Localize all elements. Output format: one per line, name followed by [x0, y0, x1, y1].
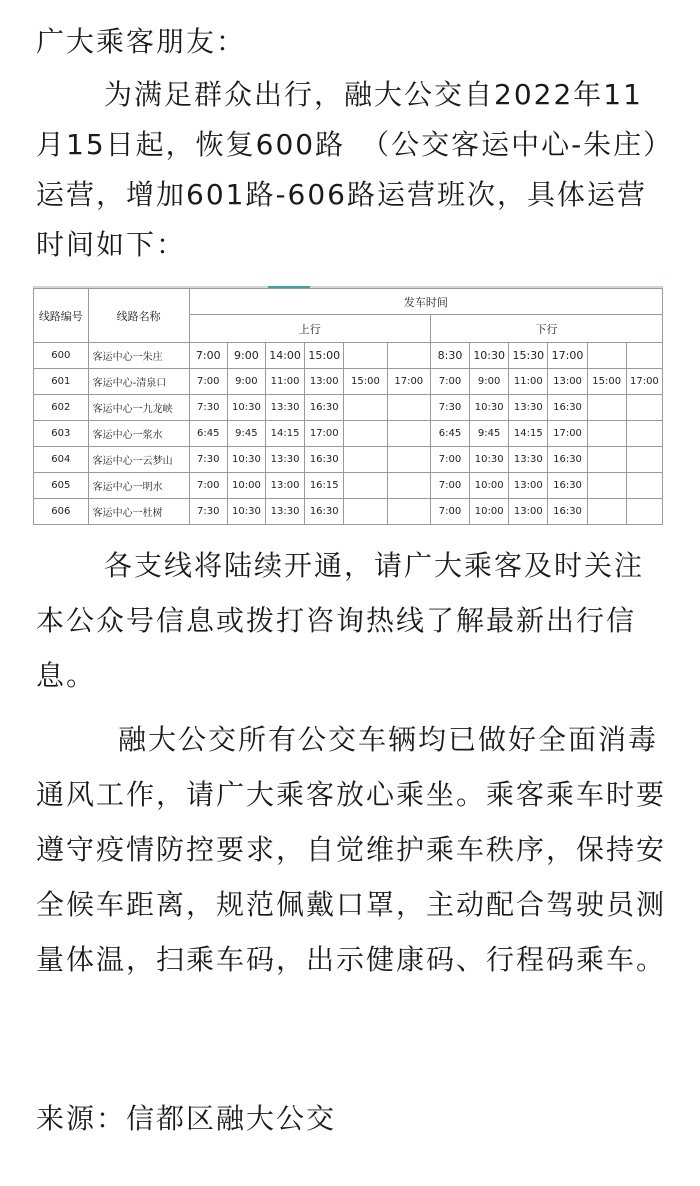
table-row [34, 395, 663, 421]
downbound-time-cell: 13:00 [509, 473, 548, 499]
downbound-time-cell: 7:00 [430, 447, 469, 473]
downbound-time-cell: 9:00 [470, 369, 509, 395]
downbound-time-cell: 13:30 [509, 447, 548, 473]
header-downbound: 下行 [430, 315, 662, 343]
downbound-time-cell [587, 447, 626, 473]
upbound-time-cell: 7:30 [189, 447, 227, 473]
upbound-time-cell: 16:15 [305, 473, 344, 499]
downbound-time-cell: 16:30 [548, 395, 587, 421]
downbound-time-cell: 7:00 [430, 499, 469, 525]
upbound-time-cell: 13:30 [265, 447, 304, 473]
upbound-time-cell [344, 499, 387, 525]
header-line-code: 线路编号 [34, 289, 89, 343]
greeting: 广大乘客朋友： [36, 25, 247, 58]
upbound-time-cell: 10:00 [227, 473, 265, 499]
upbound-time-cell [387, 499, 430, 525]
upbound-time-cell: 16:30 [305, 499, 344, 525]
downbound-time-cell: 10:30 [470, 343, 509, 369]
line-name-cell: 客运中心一浆水 [88, 421, 189, 447]
downbound-time-cell: 11:00 [509, 369, 548, 395]
downbound-time-cell [626, 473, 662, 499]
downbound-time-cell [587, 421, 626, 447]
downbound-time-cell [626, 447, 662, 473]
upbound-time-cell: 16:30 [305, 395, 344, 421]
upbound-time-cell [387, 395, 430, 421]
upbound-time-cell: 10:30 [227, 499, 265, 525]
upbound-time-cell: 11:00 [265, 369, 304, 395]
downbound-time-cell: 8:30 [430, 343, 469, 369]
line-name-cell: 客运中心一朱庄 [88, 343, 189, 369]
downbound-time-cell [626, 343, 662, 369]
upbound-time-cell: 9:00 [227, 369, 265, 395]
upbound-time-cell: 7:30 [189, 395, 227, 421]
notice-paragraph: 各支线将陆续开通，请广大乘客及时关注本公众号信息或拨打咨询热线了解最新出行信息。 [36, 549, 645, 692]
downbound-time-cell: 13:00 [548, 369, 587, 395]
line-code-cell: 606 [34, 499, 89, 525]
downbound-time-cell: 16:30 [548, 447, 587, 473]
line-code-cell: 603 [34, 421, 89, 447]
downbound-time-cell: 7:00 [430, 473, 469, 499]
downbound-time-cell [587, 343, 626, 369]
table-row [34, 447, 663, 473]
line-name-cell: 客运中心-清泉口 [88, 369, 189, 395]
downbound-time-cell [626, 421, 662, 447]
line-code-cell: 602 [34, 395, 89, 421]
upbound-time-cell [344, 447, 387, 473]
downbound-time-cell [587, 473, 626, 499]
line-name-cell: 客运中心一杜树 [88, 499, 189, 525]
source-line: 来源：信都区融大公交 [36, 1102, 337, 1135]
upbound-time-cell: 15:00 [344, 369, 387, 395]
downbound-time-cell [626, 395, 662, 421]
line-name-cell: 客运中心一云梦山 [88, 447, 189, 473]
downbound-time-cell: 6:45 [430, 421, 469, 447]
upbound-time-cell: 9:00 [227, 343, 265, 369]
upbound-time-cell [387, 473, 430, 499]
downbound-time-cell [587, 499, 626, 525]
header-line-name: 线路名称 [88, 289, 189, 343]
header-departure-time: 发车时间 [189, 289, 662, 315]
upbound-time-cell: 7:00 [189, 343, 227, 369]
upbound-time-cell: 13:30 [265, 395, 304, 421]
downbound-time-cell: 7:30 [430, 395, 469, 421]
upbound-time-cell: 13:00 [265, 473, 304, 499]
upbound-time-cell [344, 421, 387, 447]
table-row [34, 421, 663, 447]
downbound-time-cell: 7:00 [430, 369, 469, 395]
upbound-time-cell [387, 421, 430, 447]
line-code-cell: 600 [34, 343, 89, 369]
downbound-time-cell: 17:00 [548, 343, 587, 369]
upbound-time-cell: 13:00 [305, 369, 344, 395]
downbound-time-cell: 13:30 [509, 395, 548, 421]
upbound-time-cell: 14:00 [265, 343, 304, 369]
upbound-time-cell: 6:45 [189, 421, 227, 447]
downbound-time-cell: 17:00 [626, 369, 662, 395]
downbound-time-cell: 10:00 [470, 499, 509, 525]
upbound-time-cell: 7:00 [189, 473, 227, 499]
upbound-time-cell [387, 447, 430, 473]
downbound-time-cell: 17:00 [548, 421, 587, 447]
line-code-cell: 604 [34, 447, 89, 473]
upbound-time-cell: 14:15 [265, 421, 304, 447]
downbound-time-cell: 16:30 [548, 473, 587, 499]
upbound-time-cell: 17:00 [305, 421, 344, 447]
upbound-time-cell: 15:00 [305, 343, 344, 369]
downbound-time-cell [587, 395, 626, 421]
safety-paragraph: 融大公交所有公交车辆均已做好全面消毒通风工作，请广大乘客放心乘坐。乘客乘车时要遵守疫情防控要求，自觉维护乘车秩序，保持安全候车距离，规范佩戴口罩，主动配合驾驶员测量体温，扫乘车码，出示健康码、行程码乘车。 [36, 723, 667, 976]
header-upbound: 上行 [189, 315, 430, 343]
upbound-time-cell [344, 473, 387, 499]
line-code-cell: 601 [34, 369, 89, 395]
upbound-time-cell: 16:30 [305, 447, 344, 473]
downbound-time-cell: 16:30 [548, 499, 587, 525]
downbound-time-cell: 13:00 [509, 499, 548, 525]
upbound-time-cell: 7:00 [189, 369, 227, 395]
upbound-time-cell: 7:30 [189, 499, 227, 525]
schedule-table [33, 288, 663, 525]
upbound-time-cell: 13:30 [265, 499, 304, 525]
downbound-time-cell: 10:30 [470, 395, 509, 421]
upbound-time-cell: 10:30 [227, 395, 265, 421]
downbound-time-cell: 14:15 [509, 421, 548, 447]
downbound-time-cell: 10:30 [470, 447, 509, 473]
line-name-cell: 客运中心一九龙峡 [88, 395, 189, 421]
table-row [34, 499, 663, 525]
downbound-time-cell: 9:45 [470, 421, 509, 447]
line-name-cell: 客运中心一明水 [88, 473, 189, 499]
downbound-time-cell: 10:00 [470, 473, 509, 499]
upbound-time-cell [387, 343, 430, 369]
table-row [34, 343, 663, 369]
upbound-time-cell: 10:30 [227, 447, 265, 473]
intro-paragraph: 为满足群众出行，融大公交自2022年11月15日起，恢复600路 （公交客运中心-朱庄）运营，增加601路-606路运营班次，具体运营时间如下： [36, 78, 660, 261]
upbound-time-cell: 9:45 [227, 421, 265, 447]
downbound-time-cell: 15:30 [509, 343, 548, 369]
downbound-time-cell: 15:00 [587, 369, 626, 395]
downbound-time-cell [626, 499, 662, 525]
table-row [34, 369, 663, 395]
upbound-time-cell [344, 395, 387, 421]
table-row [34, 473, 663, 499]
line-code-cell: 605 [34, 473, 89, 499]
upbound-time-cell: 17:00 [387, 369, 430, 395]
upbound-time-cell [344, 343, 387, 369]
